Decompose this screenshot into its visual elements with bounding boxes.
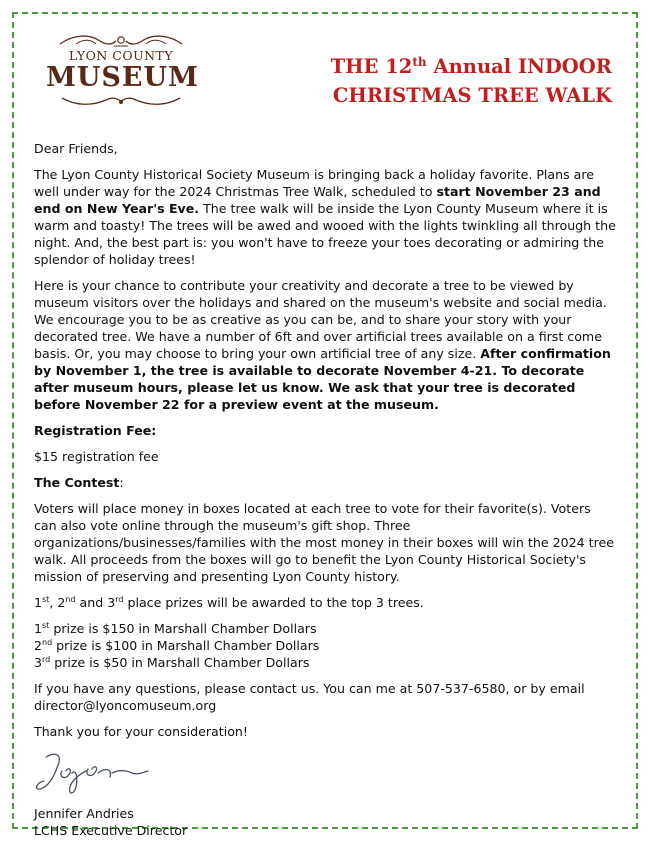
greeting: Dear Friends, (34, 141, 118, 156)
prize-3-text: prize is $50 in Marshall Chamber Dollars (50, 655, 310, 670)
logo-flourish-bottom (56, 94, 186, 108)
prize-line-2 (34, 638, 319, 653)
place-sep-1: , (49, 595, 58, 610)
title-line-2: CHRISTMAS TREE WALK (332, 84, 612, 107)
prize-2-num: 2 (34, 638, 43, 653)
decorate-text: Here is your chance to contribute your creativity and decorate a tree to be viewed by museum visitors over the holidays and shared on the museum's website and social media. We encourage you to be as creative as you can be, and to share your story with your decorated tree. We have a number of 6ft and over artificial trees available on a first come basis. Or, you may choose to bring your own artificial tree of any size. (34, 278, 607, 361)
places-rest: place prizes will be awarded to the top 3 trees. (123, 595, 424, 610)
contact-text: If you have any questions, please contact us. You can me at 507-537-6580, or by email (34, 681, 585, 696)
paragraph-intro (34, 166, 616, 268)
prize-3-num: 3 (34, 655, 43, 670)
prize-1-text: prize is $150 in Marshall Chamber Dollars (49, 621, 317, 636)
place-1-suffix: st (42, 595, 50, 604)
place-3-suffix: rd (115, 595, 124, 604)
contest-heading (34, 474, 616, 491)
contest-heading-colon: : (119, 475, 124, 490)
title-ordinal: th (412, 55, 427, 69)
fee-text: $15 registration fee (34, 449, 159, 464)
contest-heading-text: The Contest (34, 475, 120, 490)
intro-text-a: The Lyon County Historical Society Museum is bringing back a holiday favorite. Plans are well under way for the 2024 Christmas Tree Walk, scheduled to (34, 167, 595, 199)
signer-block (34, 805, 616, 839)
prize-list (34, 620, 616, 671)
prize-1-num: 1 (34, 621, 43, 636)
places-line (34, 594, 616, 611)
title-line-1 (282, 52, 612, 81)
signer-title: LCHS Executive Director (34, 823, 188, 838)
prize-line-3 (34, 655, 309, 670)
prize-2-suffix: nd (42, 638, 53, 647)
place-2-suffix: nd (65, 595, 76, 604)
paragraph-decorate (34, 277, 616, 413)
logo-lyon-county: LYON COUNTY (68, 48, 174, 63)
thanks-line: Thank you for your consideration! (34, 724, 248, 739)
contact-line (34, 680, 616, 714)
place-1-num: 1 (34, 595, 43, 610)
place-sep-2: and (75, 595, 108, 610)
intro-dates: start November 23 and end on New Year's Eve. (34, 184, 601, 216)
prize-3-suffix: rd (42, 655, 51, 664)
prize-1-suffix: st (42, 621, 50, 630)
page-title (282, 52, 612, 110)
letter-body (34, 140, 616, 848)
museum-logo (46, 32, 199, 112)
decorate-dates: After confirmation by November 1, the tree is available to decorate November 4-21. To decorate after museum hours, please let us know. We ask that your tree is decorated before November 22 for a preview event at the museum. (34, 346, 611, 412)
fee-heading: Registration Fee: (34, 423, 157, 438)
intro-text-b: The tree walk will be inside the Lyon County Museum where it is warm and toasty! The trees will be awed and wooed with the lights twinkling all through the night. And, the best part is: you won't have to freeze your toes decorating or admiring the splendor of holiday trees! (34, 201, 616, 267)
contest-text: Voters will place money in boxes located at each tree to vote for their favorite(s). Voters can also vote online through the museum's gift shop. Three organizations/businesses/families with the most money in their boxes will win the 2024 tree walk. All proceeds from the boxes will go to benefit the Lyon County Historical Society's mission of preserving and presenting Lyon County history. (34, 501, 614, 584)
prize-2-text: prize is $100 in Marshall Chamber Dollars (52, 638, 320, 653)
signature-image (32, 747, 152, 799)
signer-name: Jennifer Andries (34, 806, 134, 821)
place-2-num: 2 (57, 595, 66, 610)
prize-line-1 (34, 621, 317, 636)
title-part-1: THE 12 (330, 55, 413, 78)
logo-museum: MUSEUM (46, 62, 199, 93)
contact-email: director@lyoncomuseum.org (34, 698, 217, 713)
place-3-num: 3 (107, 595, 116, 610)
title-part-2: Annual INDOOR (426, 55, 612, 78)
